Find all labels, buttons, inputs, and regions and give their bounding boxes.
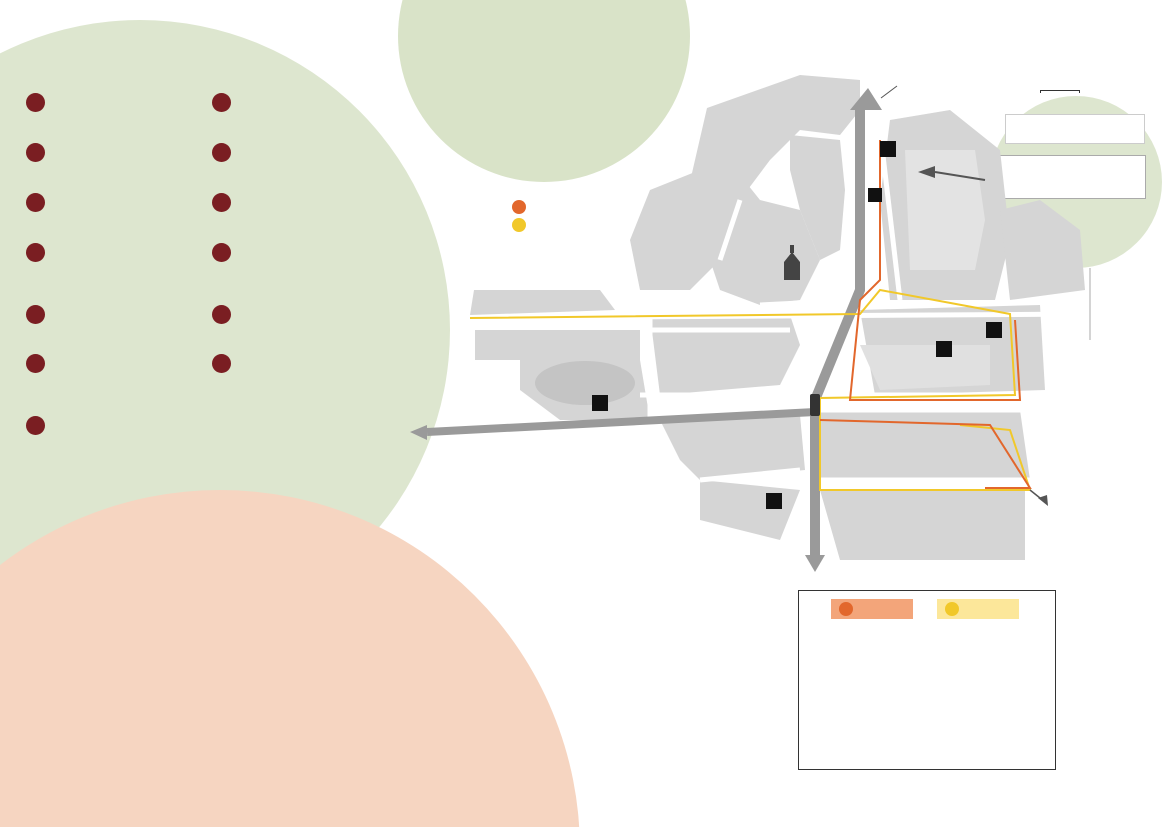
parking-icon [592,395,608,411]
traffic-light-icon [810,394,820,416]
timetable-route-a [831,599,913,619]
map-block [820,490,1025,560]
map-block [700,480,800,540]
timetable-route-b [937,599,1019,619]
parking-icon [766,493,782,509]
map-block [470,290,615,315]
map-block [860,345,990,390]
shuttle-timetable [798,590,1056,770]
route-a-badge [839,602,853,616]
museum-icon [986,322,1002,338]
route-b-badge [945,602,959,616]
map-block [905,150,985,270]
parking-icon [880,141,896,157]
map-block [1000,200,1085,300]
info-icon [868,188,882,202]
badeteich-pond [535,361,635,405]
parking-icon [936,341,952,357]
map-block [475,330,640,360]
map-block [650,315,800,395]
